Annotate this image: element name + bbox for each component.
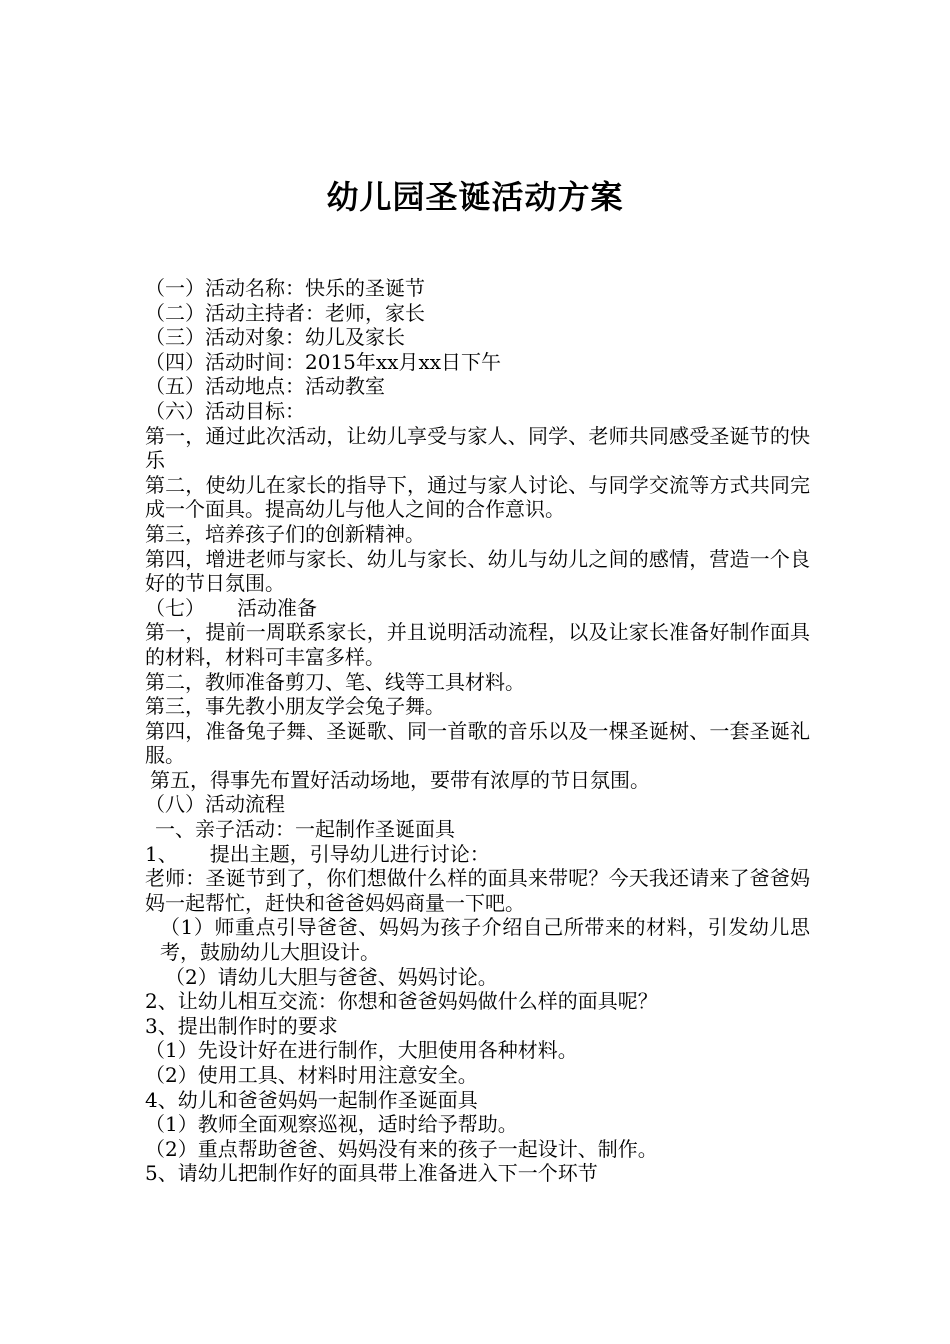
paragraph-text: 4、幼儿和爸爸妈妈一起制作圣诞面具 — [145, 1087, 478, 1112]
paragraph-line — [145, 842, 810, 867]
paragraph-text: 第二，教师准备剪刀、笔、线等工具材料。 — [145, 669, 525, 694]
paragraph-line — [145, 989, 810, 1014]
paragraph-text: （五）活动地点：活动教室 — [145, 374, 385, 399]
paragraph-line — [145, 1038, 810, 1063]
paragraph-line — [145, 768, 810, 793]
paragraph-text: 第五，得事先布置好活动场地，要带有浓厚的节日氛围。 — [150, 767, 650, 792]
paragraph-line — [145, 276, 810, 301]
paragraph-text: 第一，通过此次活动，让幼儿享受与家人、同学、老师共同感受圣诞节的快乐 — [145, 423, 810, 473]
paragraph-line — [145, 670, 810, 695]
paragraph-line — [145, 1112, 810, 1137]
paragraph-text: （六）活动目标： — [145, 398, 305, 423]
paragraph-line — [145, 915, 810, 964]
paragraph-text: （2）使用工具、材料时用注意安全。 — [145, 1063, 478, 1087]
paragraph-line — [145, 374, 810, 399]
paragraph-line — [145, 325, 810, 350]
paragraph-line — [145, 522, 810, 547]
paragraph-line — [145, 620, 810, 669]
document-title: 幼儿园圣诞活动方案 — [326, 178, 624, 217]
paragraph-line — [145, 473, 810, 522]
paragraph-line — [145, 719, 810, 768]
paragraph-text: （三）活动对象：幼儿及家长 — [145, 325, 405, 350]
paragraph-text: （1）师重点引导爸爸、妈妈为孩子介绍自己所带来的材料，引发幼儿思考，鼓励幼儿大胆设计。 — [160, 915, 810, 965]
paragraph-text-suffix: 活动准备 — [237, 595, 317, 620]
paragraph-line — [145, 424, 810, 473]
paragraph-line — [145, 399, 810, 424]
paragraph-text: （2）重点帮助爸爸、妈妈没有来的孩子一起设计、制作。 — [145, 1136, 658, 1161]
paragraph-line — [145, 301, 810, 326]
paragraph-text: 1、 — [145, 841, 178, 866]
paragraph-text: 5、请幼儿把制作好的面具带上准备进入下一个环节 — [145, 1161, 598, 1186]
document-body — [145, 276, 810, 1186]
paragraph-line — [145, 350, 810, 375]
paragraph-text: 第三，培养孩子们的创新精神。 — [145, 521, 425, 546]
paragraph-text: 一、亲子活动：一起制作圣诞面具 — [155, 817, 455, 842]
paragraph-line — [145, 1063, 810, 1088]
paragraph-text: 第一，提前一周联系家长，并且说明活动流程，以及让家长准备好制作面具的材料，材料可丰富多样。 — [145, 620, 810, 669]
paragraph-text: （1）教师全面观察巡视，适时给予帮助。 — [145, 1112, 518, 1137]
paragraph-text: 老师：圣诞节到了，你们想做什么样的面具来带呢？今天我还请来了爸爸妈妈一起帮忙，赶快和爸爸妈妈商量一下吧。 — [145, 866, 810, 915]
paragraph-line — [145, 1014, 810, 1039]
paragraph-line — [145, 547, 810, 596]
paragraph-line — [145, 792, 810, 817]
paragraph-line — [145, 1137, 810, 1162]
paragraph-line — [145, 1161, 810, 1186]
paragraph-text-suffix: 提出主题，引导幼儿进行讨论： — [209, 841, 490, 866]
paragraph-text: 第四，准备兔子舞、圣诞歌、同一首歌的音乐以及一棵圣诞树、一套圣诞礼服。 — [145, 718, 810, 768]
paragraph-text: （四）活动时间：2015年xx月xx日下午 — [145, 349, 502, 374]
paragraph-text: （七） — [145, 595, 205, 620]
paragraph-line — [145, 694, 810, 719]
paragraph-text: （二）活动主持者：老师，家长 — [145, 300, 425, 325]
paragraph-text: 第三，事先教小朋友学会兔子舞。 — [145, 694, 445, 719]
paragraph-text: （2）请幼儿大胆与爸爸、妈妈讨论。 — [165, 964, 498, 989]
paragraph-text: 第四，增进老师与家长、幼儿与家长、幼儿与幼儿之间的感情，营造一个良好的节日氛围。 — [145, 546, 810, 596]
paragraph-text: （一）活动名称：快乐的圣诞节 — [145, 276, 425, 300]
paragraph-line — [145, 965, 810, 990]
paragraph-text: （1）先设计好在进行制作，大胆使用各种材料。 — [145, 1038, 578, 1063]
paragraph-text: （八）活动流程 — [145, 792, 285, 817]
paragraph-text: 3、提出制作时的要求 — [145, 1013, 338, 1038]
paragraph-line — [145, 817, 810, 842]
paragraph-text: 2、让幼儿相互交流：你想和爸爸妈妈做什么样的面具呢？ — [145, 989, 658, 1014]
paragraph-text: 第二，使幼儿在家长的指导下，通过与家人讨论、与同学交流等方式共同完成一个面具。提高幼儿与他人之间的合作意识。 — [145, 472, 810, 522]
paragraph-line — [145, 596, 810, 621]
paragraph-line — [145, 1088, 810, 1113]
paragraph-line — [145, 866, 810, 915]
